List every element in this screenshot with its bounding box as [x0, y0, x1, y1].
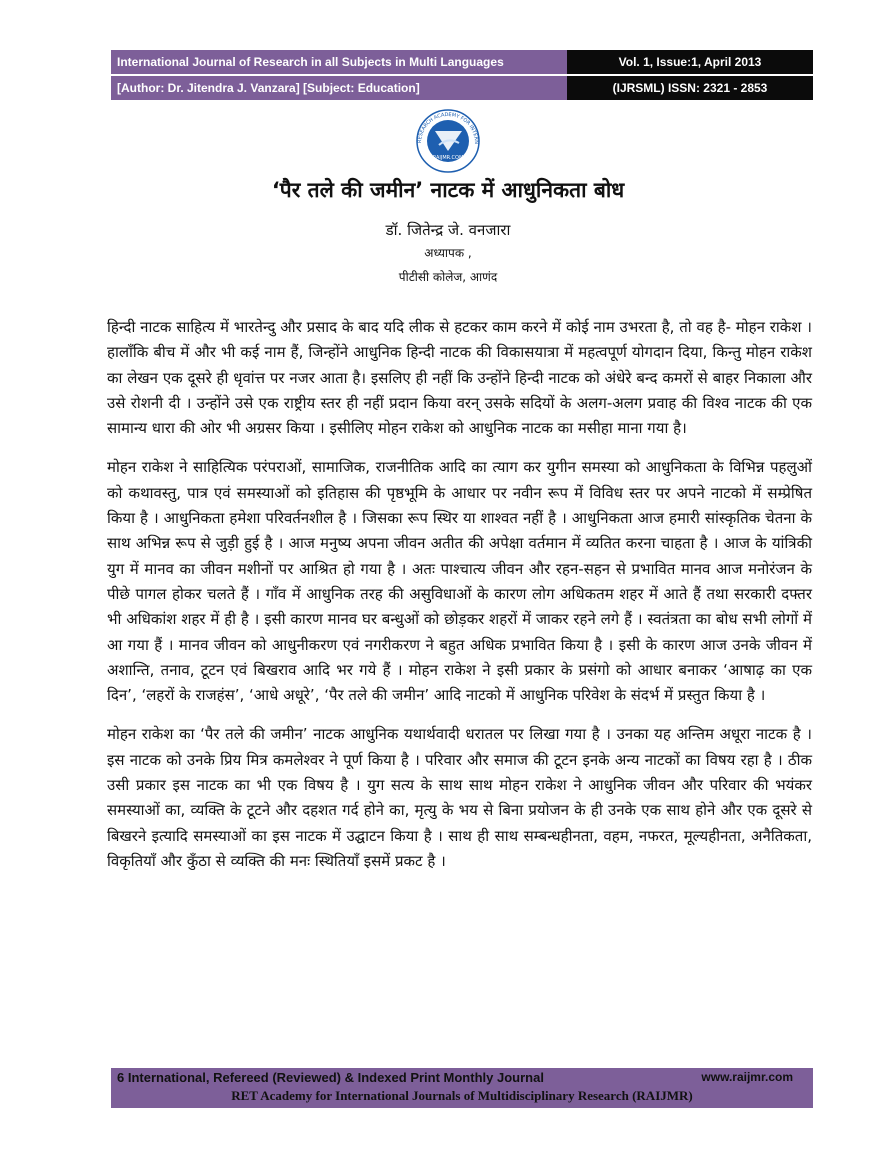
journal-footer [111, 1068, 813, 1108]
journal-header [111, 50, 813, 100]
article-title: ‘पैर तले की जमीन’ नाटक में आधुनिकता बोध [271, 178, 625, 202]
author-role: अध्यापक , [424, 246, 472, 260]
logo-ring-text: RESEARCH ACADEMY FOR INTERN [416, 111, 480, 145]
article-body [107, 315, 812, 888]
page-number: 6 [117, 1070, 125, 1085]
header-row-bottom [111, 76, 813, 100]
footer-left [117, 1070, 544, 1085]
paragraph: मोहन राकेश ने साहित्यिक परंपराओं, सामाजिक, राजनीतिक आदि का त्याग कर युगीन समस्या को आधुनिकता के विभिन्न पहलुओं को कथावस्तु, पात्र एवं समस्याओं को इतिहास की पृष्ठभूमि के आधार पर नवीन रूप में विविध स्तर पर अपने नाटको में सम्प्रेषित किया है । आधुनिकता हमेशा परिवर्तनशील है । जिसका रूप स्थिर या शाश्वत नहीं है । आधुनिकता आज हमारी सांस्कृतिक चेतना के साथ अभिन्न रूप से जुड़ी हुई है । आज मनुष्य अपना जीवन अतीत की अपेक्षा वर्तमान में व्यतित करना चाहता है । आज के यांत्रिकी युग में मानव का जीवन मशीनों पर आश्रित हो गया है । अतः पाश्चात्य जीवन और रहन-सहन से प्रभावित मानव आज मनोरंजन के पीछे पागल होकर चलते हैं । गाँव में आधुनिक तरह की असुविधाओं के कारण लोग अधिकतम शहर में आते हैं तथा सरकारी दफ्तर भी अधिकांश शहर में ही है । इसी कारण मानव घर बन्धुओं को छोड़कर शहरों में जाकर रहने लगे हैं । स्वतंत्रता का बोध सभी लोगों में आ गया हैं । मानव जीवन को आधुनीकरण एवं नगरीकरण ने बहुत अधिक प्रभावित किया है । इसी के कारण आज उनके जीवन में अशान्ति, तनाव, टूटन एवं बिखराव आदि भर गये हैं । मोहन राकेश ने इसी प्रकार के प्रसंगो को आधार बनाकर ‘आषाढ़ का एक दिन’, ‘लहरों के राजहंस’, ‘आधे अधूरे’, ‘पैर तले की जमीन’ आदि नाटको में आधुनिक परिवेश के संदर्भ में प्रस्तुत किया है । [107, 458, 812, 705]
author-college: पीटीसी कोलेज, आणंद [398, 270, 498, 284]
header-row-top [111, 50, 813, 74]
issn: (IJRSML) ISSN: 2321 - 2853 [567, 76, 813, 100]
paragraph: मोहन राकेश का ‘पैर तले की जमीन’ नाटक आधुनिक यथार्थवादी धरातल पर लिखा गया है । उनका यह अन्तिम अधूरा नाटक है । इस नाटक को उनके प्रिय मित्र कमलेश्वर ने पूर्ण किया है । परिवार और समाज की टूटन इनके अन्य नाटकों का विषय रहा है । ठीक उसी प्रकार इस नाटक का भी एक विषय है । युग सत्य के साथ साथ मोहन राकेश ने आधुनिक जीवन और परिवार की भयंकर समस्याओं का, व्यक्ति के टूटने और दहशत गर्द होने का, मृत्यु के भय से बिना प्रयोजन के ही उनके एक साथ होने और एक दूसरे से बिखरने इत्यादि समस्याओं का इस नाटक में उद्घाटन किया है । साथ ही साथ सम्बन्धहीनता, वहम, नफरत, मूल्यहीनता, अनैतिकता, विकृतियाँ और कुँठा से व्यक्ति की मनः स्थितियाँ इसमें प्रकट है । [107, 725, 812, 870]
paragraph: हिन्दी नाटक साहित्य में भारतेन्दु और प्रसाद के बाद यदि लीक से हटकर काम करने में कोई नाम उभरता है, तो वह है- मोहन राकेश । हालाँकि बीच में और भी कई नाम हैं, जिन्होंने आधुनिक हिन्दी नाटक की विकासयात्रा में महत्वपूर्ण योगदान दिया, किन्तु मोहन राकेश का लेखन एक दूसरे ही धृवांत्त पर नजर आता है। इसलिए ही नहीं कि उन्होंने हिन्दी नाटक को अंधेरे बन्द कमरों से बाहर निकाला और उसे रोशनी दी । उन्होंने उसे एक राष्ट्रीय स्तर ही नहीं प्रदान किया वरन् उसके सदियों के अलग-अलग प्रवाह की विश्व नाटक की एक सामान्य धारा की ओर भी अग्रसर किया । इसीलिए मोहन राकेश को आधुनिक नाटक का मसीहा माना गया है। [107, 318, 812, 438]
author-name: डॉ. जितेन्द्र जे. वनजारा [385, 221, 511, 239]
volume-issue: Vol. 1, Issue:1, April 2013 [567, 50, 813, 74]
raijmr-logo-icon [409, 107, 487, 173]
website-link[interactable]: www.raijmr.com [701, 1070, 793, 1084]
author-subject: [Author: Dr. Jitendra J. Vanzara] [Subject: Education] [111, 76, 567, 100]
logo-center-text: RAIJMR.COM [432, 155, 464, 161]
journal-type: International, Refereed (Reviewed) & Indexed Print Monthly Journal [127, 1070, 544, 1085]
publisher-name: RET Academy for International Journals of Multidisciplinary Research (RAIJMR) [231, 1088, 693, 1103]
journal-name: International Journal of Research in all Subjects in Multi Languages [111, 50, 567, 74]
